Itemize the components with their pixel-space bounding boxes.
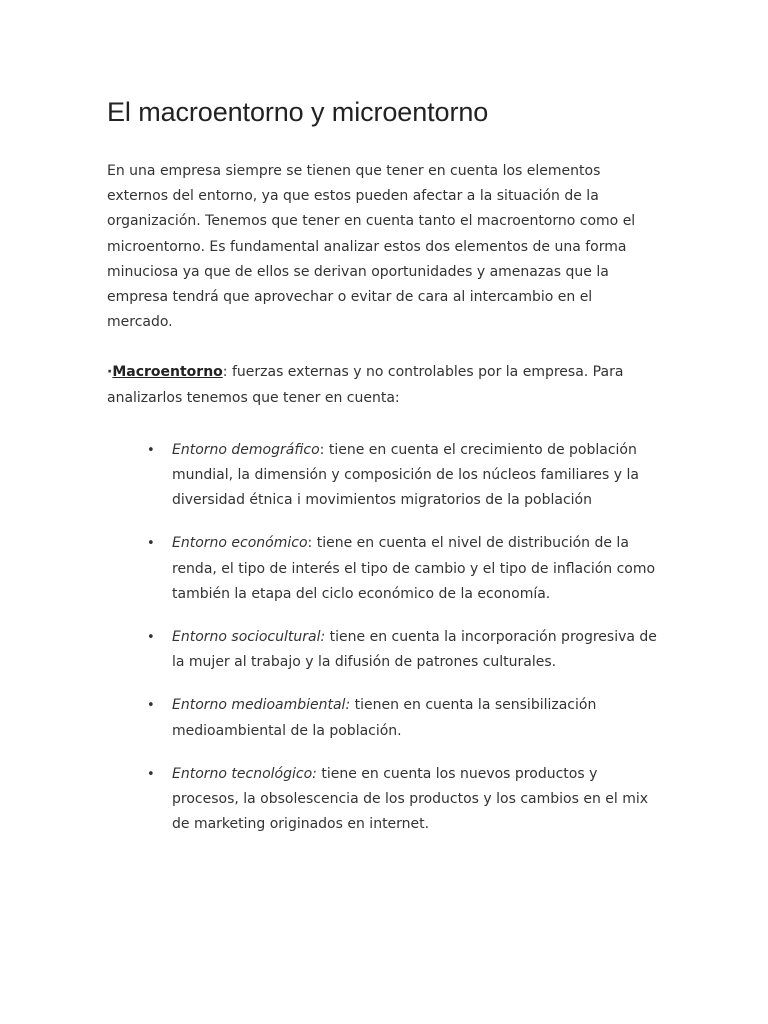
macroentorno-paragraph <box>107 360 652 410</box>
list-item-text: tiene en cuenta los nuevos productos y procesos, la obsolescencia de los productos y los cambios en el mix de marketing originados en internet. <box>172 765 649 833</box>
macroentorno-term: Macroentorno <box>112 364 223 381</box>
list-item-term: Entorno demográfico <box>172 441 320 458</box>
bullet-icon: • <box>147 630 155 646</box>
bullet-icon: • <box>147 442 155 458</box>
document-page <box>107 92 667 855</box>
bullet-icon: • <box>147 766 155 782</box>
page-title: El macroentorno y microentorno <box>107 97 489 127</box>
list-item-term: Entorno sociocultural: <box>172 629 326 646</box>
bullet-icon: • <box>147 536 155 552</box>
list-item-demografico <box>107 438 659 514</box>
list-item-term: Entorno medioambiental: <box>172 697 351 714</box>
list-item-economico <box>107 531 659 607</box>
list-item-sociocultural <box>107 625 659 675</box>
list-item-text: : tiene en cuenta el crecimiento de población mundial, la dimensión y composición de los núcleos familiares y la diversidad étnica i movimientos migratorios de la población <box>172 441 639 509</box>
intro-paragraph: En una empresa siempre se tienen que tener en cuenta los elementos externos del entorno, ya que estos pueden afectar a la situación de la organización. Tenemos que tener en cuenta tanto el macroentorno como el microentorno. Es fundamental analizar estos dos elementos de una forma minuciosa ya que de ellos se derivan oportunidades y amenazas que la empresa tendrá que aprovechar o evitar de cara al intercambio en el mercado. <box>107 163 636 331</box>
list-item-text: : tiene en cuenta el nivel de distribución de la renda, el tipo de interés el tipo de cambio y el tipo de inflación como también la etapa del ciclo económico de la economía. <box>172 535 656 602</box>
macro-bullet-dot: · <box>107 364 113 381</box>
list-item-tecnologico <box>107 762 659 838</box>
macroentorno-definition: : fuerzas externas y no controlables por la empresa. Para analizarlos tenemos que tener en cuenta: <box>107 364 624 406</box>
bullet-icon: • <box>147 698 155 714</box>
list-item-medioambiental <box>107 693 659 743</box>
environment-list <box>107 438 667 838</box>
list-item-text: tienen en cuenta la sensibilización medioambiental de la población. <box>172 697 597 739</box>
list-item-term: Entorno tecnológico: <box>172 765 317 782</box>
list-item-text: tiene en cuenta la incorporación progresiva de la mujer al trabajo y la difusión de patrones culturales. <box>172 629 657 671</box>
list-item-term: Entorno económico <box>172 535 308 552</box>
